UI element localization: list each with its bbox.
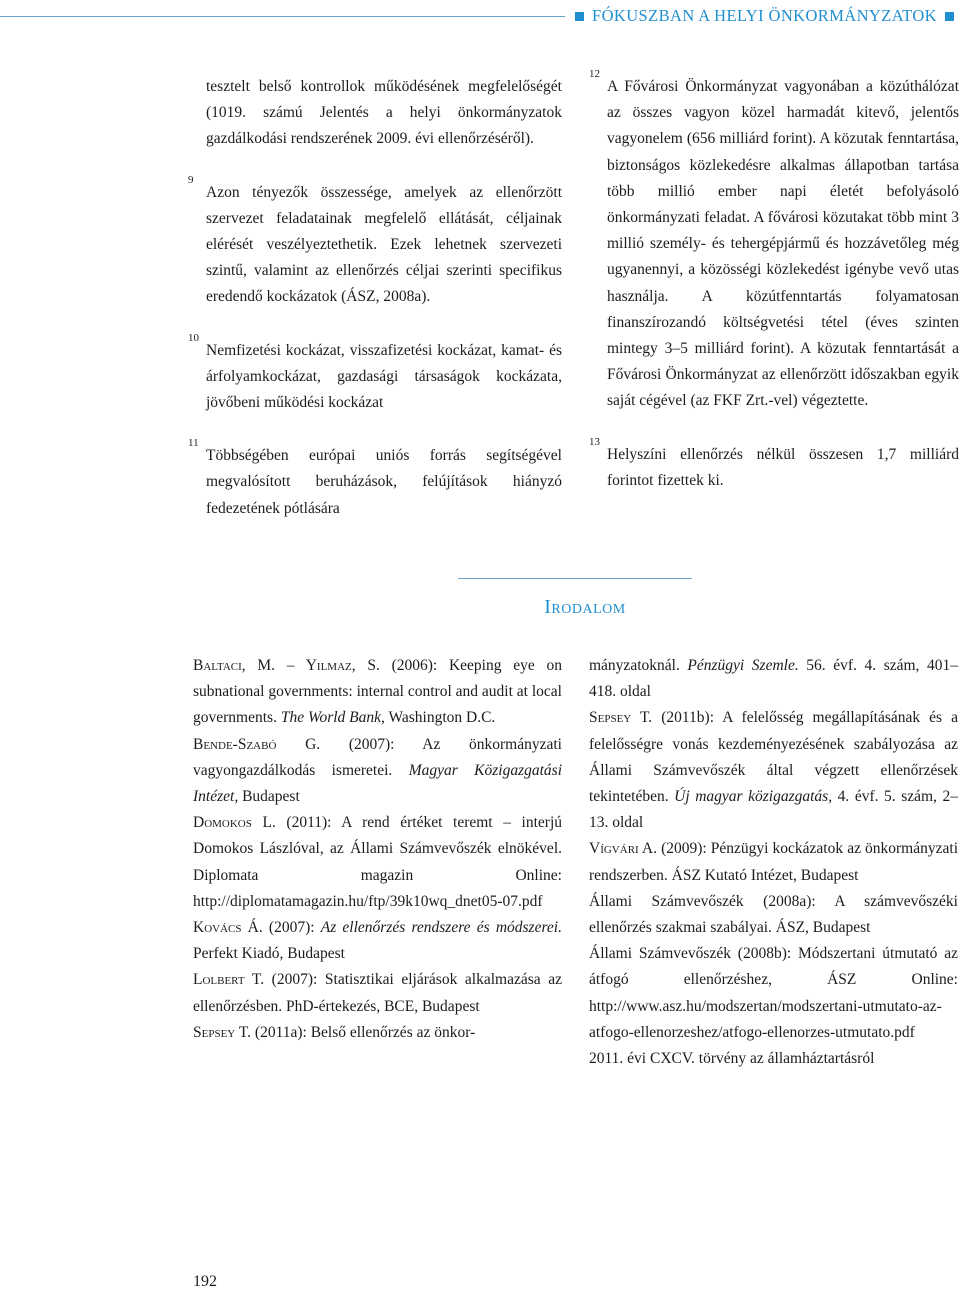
footnote-number: 12 bbox=[589, 68, 600, 80]
footnote-10 bbox=[188, 331, 562, 417]
section-separator bbox=[458, 578, 692, 579]
footnote-12 bbox=[589, 68, 959, 415]
section-title: Irodalom bbox=[544, 596, 626, 618]
footnote-number: 11 bbox=[188, 437, 199, 450]
header-square-left bbox=[575, 12, 584, 21]
footnotes-right-column bbox=[589, 68, 959, 494]
footnote-text: Azon tényezők összessége, amelyek az ellenőrzött szervezet feladatainak megfelelő ellátását, céljainak elérését veszélyeztethetik. Ezek lehetnek szervezeti szintű, valamint az ellenőrzés céljai szerinti specifikus eredendő kockázatok (ÁSZ, 2008a). bbox=[206, 183, 562, 306]
reference-item: Sepsey T. (2011a): Belső ellenőrzés az önkor- bbox=[193, 1023, 476, 1041]
reference-item: Sepsey T. (2011b): A felelősség megállapításának és a felelősségre vonás kezdeményezésének szabályozása az Állami Számvevőszék által végzett ellenőrzések tekintetében. Új magyar közigazgatás, 4. évf. 5. szám, 2–13. oldal bbox=[589, 709, 958, 832]
footnote-text: Helyszíni ellenőrzés nélkül összesen 1,7 milliárd forintot fizettek ki. bbox=[607, 445, 959, 489]
reference-item: Domokos L. (2011): A rend értéket teremt – interjú Domokos Lászlóval, az Állami Számvevőszék elnökével. Diplomata magazin Online: http://diplomatamagazin.hu/ftp/39k10wq_dnet05-07.pdf bbox=[193, 814, 562, 910]
header-square-right bbox=[945, 12, 954, 21]
footnote-text: Többségében európai uniós forrás segítségével megvalósított beruházások, felújítások hiányzó fedezetének pótlására bbox=[206, 447, 562, 517]
reference-item: Állami Számvevőszék (2008a): A számvevőszéki ellenőrzés szakmai szabályai. ÁSZ, Budapest bbox=[589, 892, 958, 937]
footnote-9 bbox=[188, 173, 562, 311]
reference-item: Bende-Szabó G. (2007): Az önkormányzati vagyongazdálkodás ismeretei. Magyar Közigazgatási Intézet, Budapest bbox=[193, 735, 562, 806]
footnotes-left-column bbox=[188, 74, 562, 522]
reference-item: Állami Számvevőszék (2008b): Módszertani útmutató az átfogó ellenőrzéshez, ÁSZ Online: http://www.asz.hu/modszertan/modszertani-utmutato-az-atfogo-ellenorzeshez/atfogo-ellenorzes-utmutato.pdf bbox=[589, 945, 958, 1041]
references-right-column bbox=[589, 653, 958, 1072]
header-title: FÓKUSZBAN A HELYI ÖNKORMÁNYZATOK bbox=[592, 6, 937, 25]
page-number: 192 bbox=[193, 1273, 217, 1290]
reference-item: 2011. évi CXCV. törvény az államháztartásról bbox=[589, 1050, 875, 1068]
footnote-continued: tesztelt belső kontrollok működésének megfelelőségét (1019. számú Jelentés a helyi önkormányzatok gazdálkodási rendszerének 2009. évi ellenőrzéséről). bbox=[206, 78, 562, 148]
footnote-13 bbox=[589, 435, 959, 494]
reference-item: Vígvári A. (2009): Pénzügyi kockázatok az önkormányzati rendszerben. ÁSZ Kutató Intézet, Budapest bbox=[589, 840, 958, 884]
header-rule bbox=[0, 16, 565, 17]
running-header bbox=[0, 4, 960, 28]
footnote-number: 13 bbox=[589, 435, 600, 448]
reference-item: mányzatoknál. Pénzügyi Szemle. 56. évf. 4. szám, 401–418. oldal bbox=[589, 657, 958, 701]
reference-item: Kovács Á. (2007): Az ellenőrzés rendszere és módszerei. Perfekt Kiadó, Budapest bbox=[193, 919, 562, 963]
reference-item: Lolbert T. (2007): Statisztikai eljárások alkalmazása az ellenőrzésben. PhD-értekezés, BCE, Budapest bbox=[193, 971, 562, 1015]
reference-item: Baltaci, M. – Yilmaz, S. (2006): Keeping eye on subnational governments: internal control and audit at local governments. The World Bank, Washington D.C. bbox=[193, 657, 562, 727]
footnote-number: 10 bbox=[188, 331, 199, 344]
footnote-number: 9 bbox=[188, 173, 194, 186]
footnote-text: A Fővárosi Önkormányzat vagyonában a közúthálózat az összes vagyon közel harmadát kitevő, jelentős vagyonelem (656 milliárd forint). A közutak fenntartása, biztonságos közlekedésre alkalmas állapotban tartása több millió ember napi életét befolyásoló önkormányzati feladat. A fővárosi közutakat több mint 3 millió személy- és tehergépjármű és hozzávetőleg még ugyanennyi, a közösségi közlekedést igénybe vevő utas használja. A közútfenntartás folyamatosan finanszírozandó költségvetési tétel (éves szinten mintegy 3–5 milliárd forint). A közutak fenntartását a Fővárosi Önkormányzat az ellenőrzött időszakban egyik saját cégével (az FKF Zrt.-vel) végeztette. bbox=[607, 78, 959, 410]
footnote-text: Nemfizetési kockázat, visszafizetési kockázat, kamat- és árfolyamkockázat, gazdasági társaságok kockázata, jövőbeni működési kockázat bbox=[206, 341, 562, 412]
footnote-11 bbox=[188, 437, 562, 522]
references-left-column bbox=[193, 653, 562, 1046]
